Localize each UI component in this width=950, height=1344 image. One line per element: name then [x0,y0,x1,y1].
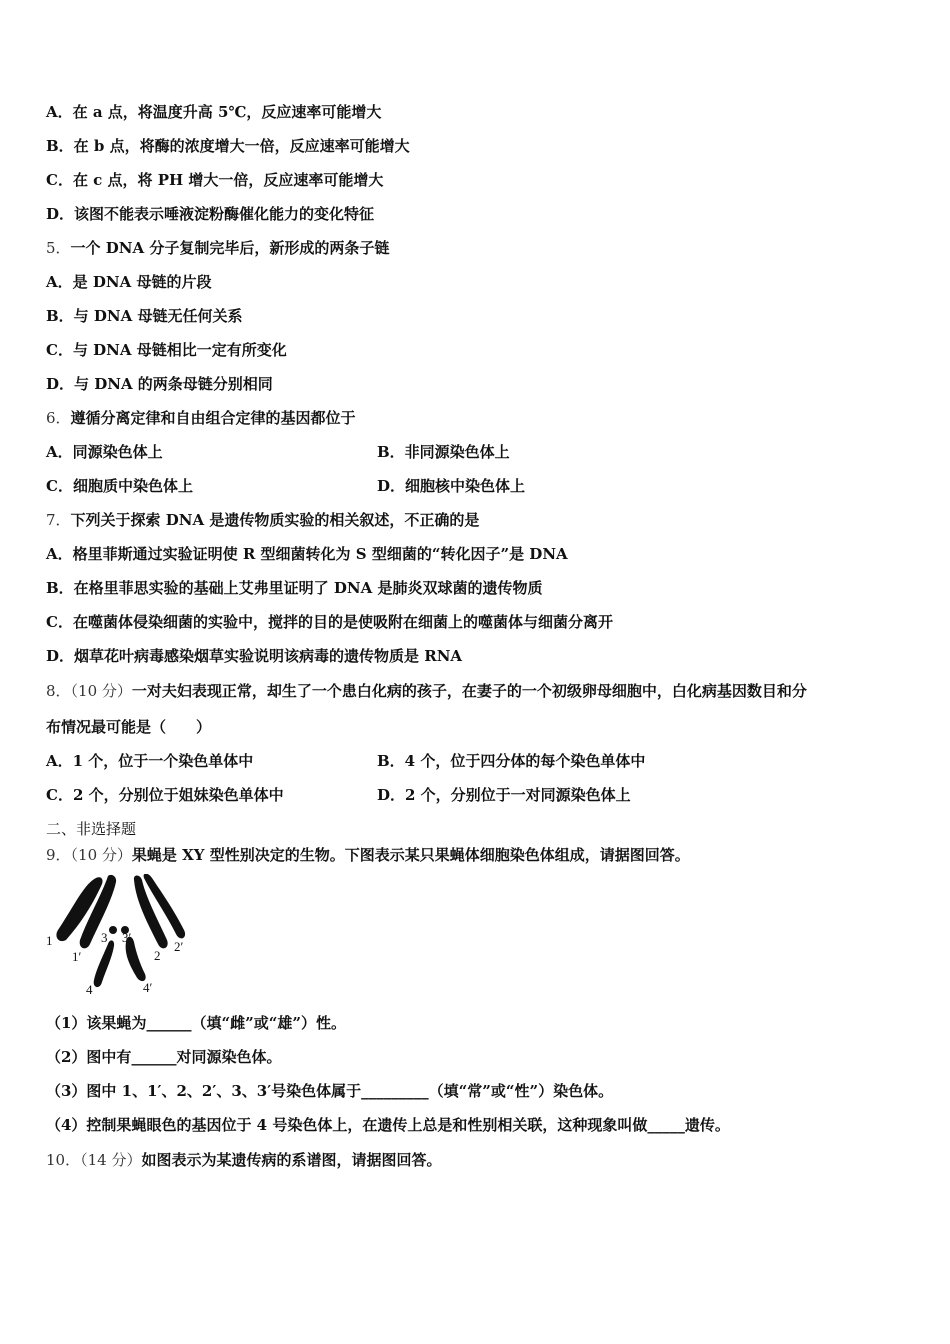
q8-option-a: A．1 个，位于一个染色单体中 [46,752,254,770]
q10-score: （14 分） [80,1151,142,1169]
figure-label-4-prime: 4′ [143,980,153,995]
q7-stem-text: 下列关于探索 DNA 是遗传物质实验的相关叙述，不正确的是 [70,511,480,529]
q4-option-c: C．在 c 点，将 PH 增大一倍，反应速率可能增大 [46,171,384,189]
q5-number: 5． [46,239,71,257]
chromosome-4 [94,940,114,987]
q6-option-d: D．细胞核中染色体上 [377,477,526,495]
q8-stem-text: 一对夫妇表现正常，却生了一个患白化病的孩子，在妻子的一个初级卵母细胞中，白化病基因数目和分 [131,682,807,700]
section-heading: 二、非选择题 [46,820,137,838]
q7-number: 7． [46,511,71,529]
q10-number: 10． [46,1151,81,1169]
q5-stem-text: 一个 DNA 分子复制完毕后，新形成的两条子链 [70,239,390,257]
q4-option-b: B．在 b 点，将酶的浓度增大一倍，反应速率可能增大 [46,137,410,155]
figure-label-3-prime: 3′ [122,930,132,945]
q8-option-d: D．2 个，分别位于一对同源染色体上 [377,786,631,804]
q5-stem [46,238,389,258]
figure-label-4: 4 [86,982,93,997]
q5-option-a: A．是 DNA 母链的片段 [46,273,212,291]
q6-stem [46,408,356,428]
figure-label-1: 1 [46,933,53,948]
chromosome-figure [44,874,194,1002]
q7-option-b: B．在格里菲思实验的基础上艾弗里证明了 DNA 是肺炎双球菌的遗传物质 [46,579,543,597]
q9-part-3: （3）图中 1、1′、2、2′、3、3′号染色体属于_________（填“常”或“性”）染色体。 [46,1082,614,1100]
q9-part-1: （1）该果蝇为______（填“雌”或“雄”）性。 [46,1014,346,1032]
q10-stem-text: 如图表示为某遗传病的系谱图，请据图回答。 [141,1151,442,1169]
q9-stem [46,845,690,865]
q6-number: 6． [46,409,71,427]
figure-label-1-prime: 1′ [72,949,82,964]
q9-score: （10 分） [70,846,132,864]
q5-option-d: D．与 DNA 的两条母链分别相同 [46,375,273,393]
q8-option-b: B．4 个，位于四分体的每个染色单体中 [377,752,646,770]
q6-option-b: B．非同源染色体上 [377,443,510,461]
q8-stem-line1 [46,681,807,701]
q9-part-2: （2）图中有______对同源染色体。 [46,1048,282,1066]
q6-option-c: C．细胞质中染色体上 [46,477,193,495]
q4-option-a: A．在 a 点，将温度升高 5℃，反应速率可能增大 [46,103,382,121]
chromosome-3 [109,926,117,934]
q8-option-c: C．2 个，分别位于姐妹染色单体中 [46,786,284,804]
q7-option-a: A．格里菲斯通过实验证明使 R 型细菌转化为 S 型细菌的“转化因子”是 DNA [46,545,568,563]
q5-option-c: C．与 DNA 母链相比一定有所变化 [46,341,287,359]
figure-label-2-prime: 2′ [174,939,184,954]
q9-part-4: （4）控制果蝇眼色的基因位于 4 号染色体上，在遗传上总是和性别相关联，这种现象叫做_____遗传。 [46,1116,730,1134]
q7-option-d: D．烟草花叶病毒感染烟草实验说明该病毒的遗传物质是 RNA [46,647,463,665]
q10-stem [46,1150,441,1170]
q8-stem-line2: 布情况最可能是（ ） [46,718,212,736]
q5-option-b: B．与 DNA 母链无任何关系 [46,307,243,325]
q8-score: （10 分） [70,682,132,700]
figure-label-2: 2 [154,948,161,963]
q7-stem [46,510,479,530]
q4-option-d: D．该图不能表示唾液淀粉酶催化能力的变化特征 [46,205,375,223]
q9-number: 9． [46,846,71,864]
q6-stem-text: 遵循分离定律和自由组合定律的基因都位于 [70,409,356,427]
figure-label-3: 3 [101,930,108,945]
q7-option-c: C．在噬菌体侵染细菌的实验中，搅拌的目的是使吸附在细菌上的噬菌体与细菌分离开 [46,613,613,631]
q8-number: 8． [46,682,71,700]
q9-stem-text: 果蝇是 XY 型性别决定的生物。下图表示某只果蝇体细胞染色体组成，请据图回答。 [131,846,690,864]
q6-option-a: A．同源染色体上 [46,443,163,461]
